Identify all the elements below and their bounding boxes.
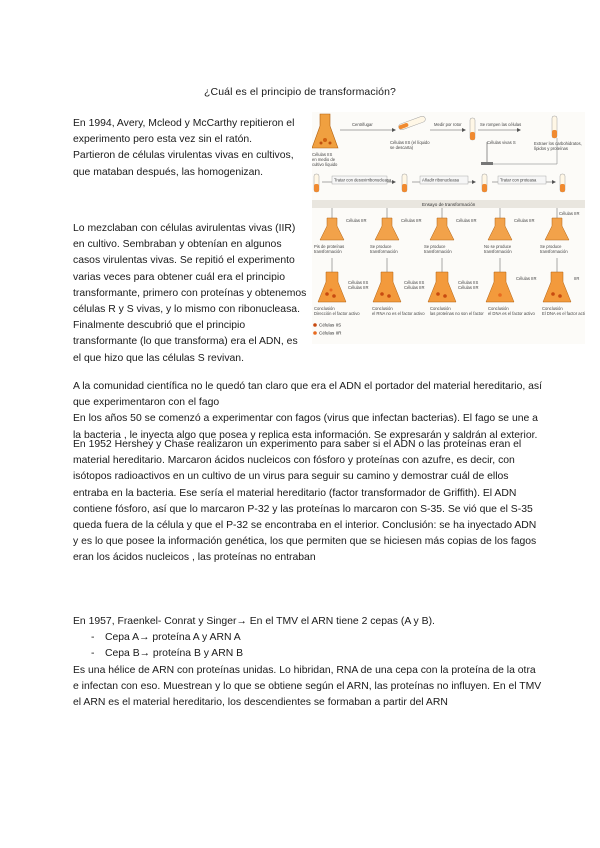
test-tube-icon: [552, 116, 557, 138]
svg-text:Células IIS: Células IIS: [404, 280, 425, 285]
svg-text:Células IIR: Células IIR: [404, 285, 425, 290]
paragraph-line: En 1957, Fraenkel- Conrat y Singer→ En el TMV el ARN tiene 2 cepas (A y B).: [73, 616, 435, 627]
result-flask-icon: [373, 272, 401, 302]
experiment-diagram: [312, 112, 585, 344]
svg-text:el RNA no es el factor activo: el RNA no es el factor activo: [372, 311, 425, 316]
svg-text:Se rompen las células: Se rompen las células: [480, 122, 522, 127]
legend-item: Células IIS: [319, 322, 342, 328]
legend-item: Células IIR: [319, 330, 342, 336]
svg-text:No se produce: No se produce: [484, 244, 512, 249]
svg-text:Medir por rotor: Medir por rotor: [434, 122, 462, 127]
svg-text:transformación: transformación: [540, 249, 568, 254]
paragraph-avery-experiment: Lo mezclaban con células avirulentas vivas (IIR) en cultivo. Sembraban y obtenían en algunos casos virulentas vivas. Se repitió el experimento varias veces para obtener cuál era el principio transformante, primero con proteínas y obtenemos células R y S vivas, y lo mismo con ribonucleasa. Finalmente descubrió que el principio transformante (lo que transforma) era el ADN, es el que hizo que las células S revivan.: [73, 223, 307, 364]
paragraph-avery-intro: [73, 116, 303, 181]
svg-text:el DNA es el factor activo: el DNA es el factor activo: [488, 311, 535, 316]
svg-text:Tratar con proteasa: Tratar con proteasa: [500, 177, 537, 183]
assay-flask-icon: [320, 218, 344, 240]
svg-text:Pis de proteínas: Pis de proteínas: [314, 244, 345, 249]
paragraph-line: A la comunidad científica no le quedó tan claro que era el ADN el portador del material hereditario, así que experimentaron con el fago: [73, 381, 543, 409]
svg-text:Ensayo de transformación: Ensayo de transformación: [422, 202, 476, 207]
result-flask-icon: [543, 272, 571, 302]
assay-flask-icon: [545, 218, 569, 240]
test-tube-icon: [470, 118, 475, 140]
svg-text:Conclusión: Conclusión: [314, 306, 335, 311]
svg-text:Células IIR: Células IIR: [348, 285, 369, 290]
assay-flask-icon: [375, 218, 399, 240]
test-tube-icon: [398, 115, 426, 130]
paragraph-hershey-chase: En 1952 Hershey y Chase realizaron un experimento para saber si el ADN o las proteínas eran el material hereditario. Marcaron ácidos nucleicos con fósforo y proteínas con azufre, es decir, con isótopos radioactivos en un cultivo de un virus para seguir su camino y demostrar cuál de ellos entraba en la bacteria. Ese sería el material hereditario (factor transformador de Griffith). El ADN contiene fósforo, así que lo marcaron P-32 y las proteínas lo marcaron con S-35. Se vió que el S-35 queda fuera de la célula y que el P-32 se encontraba en el interior. Conclusión: se ha inyectado ADN y es lo que posee la información genética, los que permiten que se hiciesen más copias de los fagos eran los ácidos nucleicos , las proteínas no entraban: [73, 439, 537, 564]
svg-text:se descarta): se descarta): [390, 145, 414, 150]
result-flask-icon: [486, 272, 514, 302]
paragraph-line: En los años 50 se comenzó a experimentar con fagos (virus que infectan bacterias). El fago se une a la bacteria , le inyecta algo que posea y replica esta información. Se expresarán y saldrán al exterior.: [73, 413, 538, 441]
top-flask-icon: [312, 114, 338, 148]
svg-text:Se produce: Se produce: [424, 244, 446, 249]
list-item: - Cepa B→ proteína B y ARN B: [73, 646, 543, 662]
svg-text:Añadir ribonucleasa: Añadir ribonucleasa: [422, 177, 460, 183]
svg-text:Conclusión: Conclusión: [488, 306, 509, 311]
svg-text:Células IIS: Células IIS: [348, 280, 369, 285]
svg-text:Conclusión: Conclusión: [430, 306, 451, 311]
svg-text:Células IIR: Células IIR: [516, 276, 537, 281]
svg-text:en medio de: en medio de: [312, 157, 336, 162]
top-flask-label: Células IIS: [312, 152, 333, 157]
svg-text:Células IIR: Células IIR: [346, 218, 367, 223]
page-title: ¿Cuál es el principio de transformación?: [204, 86, 396, 98]
avery-experiment-figure: [312, 112, 585, 344]
assay-flask-icon: [488, 218, 512, 240]
svg-text:Células vivas S: Células vivas S: [487, 140, 516, 145]
paragraph-fraenkel-conrat: [73, 614, 543, 711]
svg-text:Se produce: Se produce: [370, 244, 392, 249]
svg-text:transformación: transformación: [424, 249, 452, 254]
svg-text:Células IIS: Células IIS: [458, 280, 479, 285]
mid-tube-icon: [482, 174, 487, 192]
svg-text:lípidos y proteínas: lípidos y proteínas: [534, 146, 568, 151]
svg-text:transformación: transformación: [314, 249, 342, 254]
bullet-dash-icon: -: [91, 632, 95, 644]
svg-text:Células IIR: Células IIR: [458, 285, 479, 290]
svg-text:cultivo líquido: cultivo líquido: [312, 162, 338, 167]
svg-text:Se produce: Se produce: [540, 244, 562, 249]
svg-text:IIR: IIR: [574, 276, 580, 281]
paragraph-line: Partieron de células virulentas vivas en cultivos, que mataban después, las homogenizan.: [73, 150, 294, 178]
mid-tube-icon: [314, 174, 319, 192]
top-label: Centrifugar: [352, 122, 373, 127]
svg-text:Tratar con desoxirribonucleasa: Tratar con desoxirribonucleasa: [334, 177, 392, 183]
svg-text:Células IIS (el líquido: Células IIS (el líquido: [390, 140, 430, 145]
svg-text:las proteínas no son el factor: las proteínas no son el factor: [430, 311, 484, 316]
svg-text:Células IIR: Células IIR: [514, 218, 535, 223]
result-flask-icon: [428, 272, 456, 302]
svg-text:transformación: transformación: [370, 249, 398, 254]
svg-text:Extraer los carbohidratos,: Extraer los carbohidratos,: [534, 141, 582, 146]
svg-text:Conclusión: Conclusión: [372, 306, 393, 311]
result-flask-icon: [318, 272, 346, 302]
svg-text:Células IIR: Células IIR: [401, 218, 422, 223]
paragraph-line: Es una hélice de ARN con proteínas unidas. Lo hibridan, RNA de una cepa con la proteína de la otra e infectan con eso. Muestrean y lo que se obtiene según el ARN, las proteínas no influyen. En el TMV el ARN es el material hereditario, los descendientes se formaban a partir del ARN: [73, 664, 542, 709]
svg-text:Células IIR: Células IIR: [456, 218, 477, 223]
list-item: - Cepa A→ proteína A y ARN A: [73, 630, 543, 646]
paragraph-phage-intro: [73, 379, 543, 444]
svg-text:transformación: transformación: [484, 249, 512, 254]
paragraph-line: En 1994, Avery, Mcleod y McCarthy repitieron el experimento pero esta vez sin el ratón.: [73, 118, 295, 146]
svg-text:El DNA es el factor activo: El DNA es el factor activo: [542, 311, 585, 316]
mid-tube-icon: [560, 174, 565, 192]
svg-text:Conclusión: Conclusión: [542, 306, 563, 311]
bullet-dash-icon: -: [91, 648, 95, 660]
svg-text:Dirección el factor activo: Dirección el factor activo: [314, 311, 360, 316]
mid-tube-icon: [402, 174, 407, 192]
assay-flask-icon: [430, 218, 454, 240]
svg-text:Células IIR: Células IIR: [559, 211, 580, 216]
